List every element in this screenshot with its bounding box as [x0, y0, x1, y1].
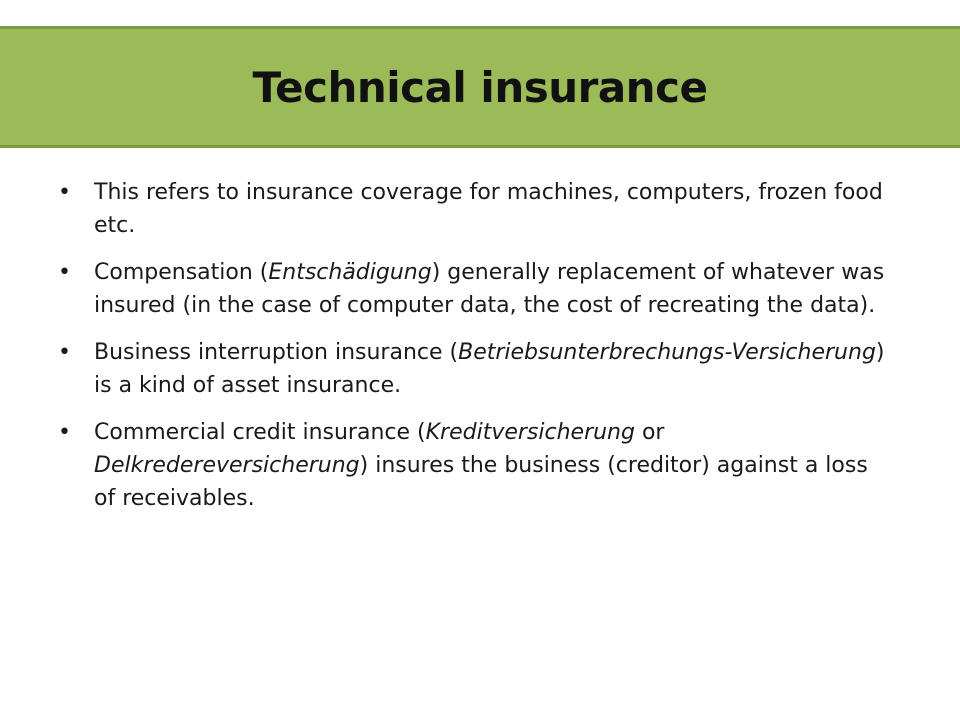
title-banner [0, 26, 960, 148]
bullet-marker: • [58, 260, 71, 285]
slide-title: Technical insurance [252, 62, 708, 112]
bullet-text-italic: Delkredereversicherung [94, 453, 360, 478]
bullet-marker: • [58, 340, 71, 365]
bullet-item [58, 336, 888, 402]
bullet-item [58, 416, 888, 515]
bullet-text: Business interruption insurance ( [94, 340, 459, 365]
bullet-marker: • [58, 420, 71, 445]
bullet-text-italic: Entschädigung [268, 260, 432, 285]
bullet-list [58, 176, 888, 529]
bullet-text: or [634, 420, 665, 445]
bullet-text: ) is a kind of asset insurance. [94, 340, 885, 398]
bullet-marker: • [58, 180, 71, 205]
bullet-text-italic: Betriebsunterbrechungs-Versicherung [458, 340, 876, 365]
bullet-text: This refers to insurance coverage for machines, computers, frozen food etc. [94, 180, 883, 238]
bullet-item [58, 176, 888, 242]
bullet-text: Commercial credit insurance ( [94, 420, 426, 445]
bullet-text-italic: Kreditversicherung [425, 420, 635, 445]
bullet-item [58, 256, 888, 322]
bullet-text: ) insures the business (creditor) against a loss of receivables. [94, 453, 868, 511]
bullet-text: Compensation ( [94, 260, 269, 285]
bullet-text: ) generally replacement of whatever was insured (in the case of computer data, the cost of recreating the data). [94, 260, 885, 318]
